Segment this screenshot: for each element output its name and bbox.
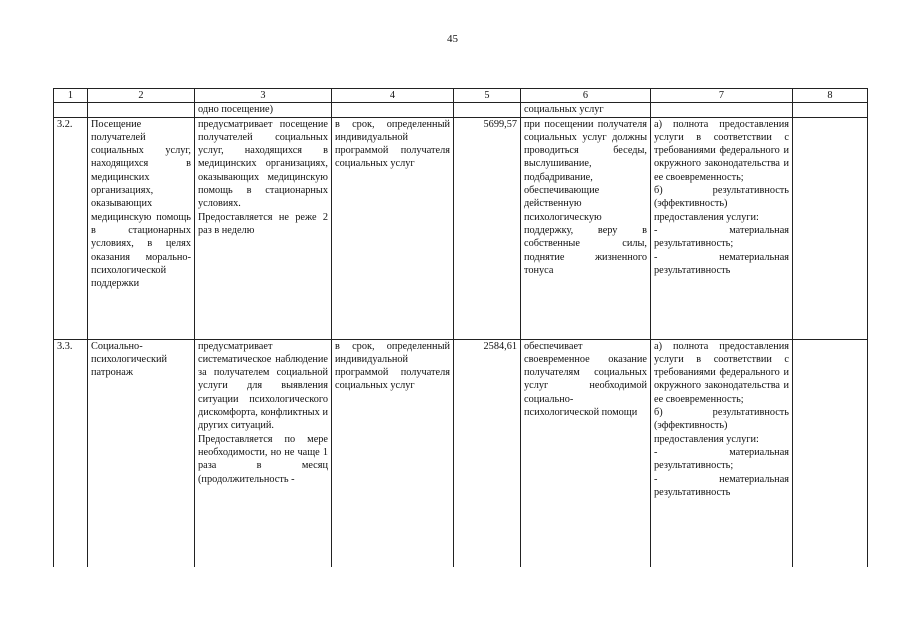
column-header: 7 xyxy=(651,89,793,103)
service-term: в срок, определенный индивидуальной программой получателя социальных услуг xyxy=(332,117,454,339)
table-cell xyxy=(651,103,793,117)
description-text: предусматривает посещение получателей социальных услуг, находящихся в медицинских организациях, оказывающих медицинскую помощь в стационарных условиях. xyxy=(198,118,328,210)
service-tariff: 5699,57 xyxy=(454,117,521,339)
service-description xyxy=(195,117,332,339)
quality-item: б) результативность (эффективность) предоставления услуги: xyxy=(654,185,789,223)
column-header: 8 xyxy=(793,89,868,103)
column-number-row xyxy=(54,89,868,103)
table-cell xyxy=(793,103,868,117)
services-table xyxy=(53,88,868,567)
table-row xyxy=(54,339,868,567)
service-note xyxy=(793,339,868,567)
service-conditions: при посещении получателя социальных услуг должны проводиться беседы, выслушивание, подбадривание, обеспечивающие действенную психологическую поддержку, веру в собственные силы, поднятие жизненного тонуса xyxy=(521,117,651,339)
quality-indicators xyxy=(651,339,793,567)
service-conditions: обеспечивает своевременное оказание получателям социальных услуг необходимой социально-психологической помощи xyxy=(521,339,651,567)
service-term: в срок, определенный индивидуальной программой получателя социальных услуг xyxy=(332,339,454,567)
table-cell: одно посещение) xyxy=(195,103,332,117)
column-header: 4 xyxy=(332,89,454,103)
quality-item: б) результативность (эффективность) предоставления услуги: xyxy=(654,407,789,445)
service-note xyxy=(793,117,868,339)
service-number: 3.2. xyxy=(54,117,88,339)
table-cell: социальных услуг xyxy=(521,103,651,117)
frequency-text: Предоставляется не реже 2 раз в неделю xyxy=(198,211,328,236)
table-cell xyxy=(332,103,454,117)
quality-item: - нематериальная результативность xyxy=(654,251,789,276)
quality-indicators xyxy=(651,117,793,339)
table-row xyxy=(54,117,868,339)
column-header: 3 xyxy=(195,89,332,103)
page-number: 45 xyxy=(447,33,458,45)
column-header: 6 xyxy=(521,89,651,103)
quality-item: а) полнота предоставления услуги в соответствии с требованиями федерального и окружного законодательства и ее своевременность; xyxy=(654,340,789,405)
table-cell xyxy=(454,103,521,117)
column-header: 5 xyxy=(454,89,521,103)
frequency-text: Предоставляется по мере необходимости, но не чаще 1 раза в месяц (продолжительность - xyxy=(198,433,328,485)
quality-item: - материальная результативность; xyxy=(654,446,789,472)
quality-item: - материальная результативность; xyxy=(654,224,789,250)
service-name: Социально-психологический патронаж xyxy=(88,339,195,567)
service-description xyxy=(195,339,332,567)
service-number: 3.3. xyxy=(54,339,88,567)
quality-item: а) полнота предоставления услуги в соответствии с требованиями федерального и окружного законодательства и ее своевременность; xyxy=(654,118,789,183)
column-header: 2 xyxy=(88,89,195,103)
description-text: предусматривает систематическое наблюдение за получателем социальной услуги для выявления ситуации психологического дискомфорта, конфликтных и других ситуаций. xyxy=(198,340,328,432)
continuation-row xyxy=(54,103,868,117)
table-cell xyxy=(54,103,88,117)
service-name: Посещение получателей социальных услуг, находящихся в медицинских организациях, оказывающих медицинскую помощь в стационарных условиях, в целях оказания морально-психологической поддержки xyxy=(88,117,195,339)
table-cell xyxy=(88,103,195,117)
column-header: 1 xyxy=(54,89,88,103)
service-tariff: 2584,61 xyxy=(454,339,521,567)
quality-item: - нематериальная результативность xyxy=(654,473,789,498)
